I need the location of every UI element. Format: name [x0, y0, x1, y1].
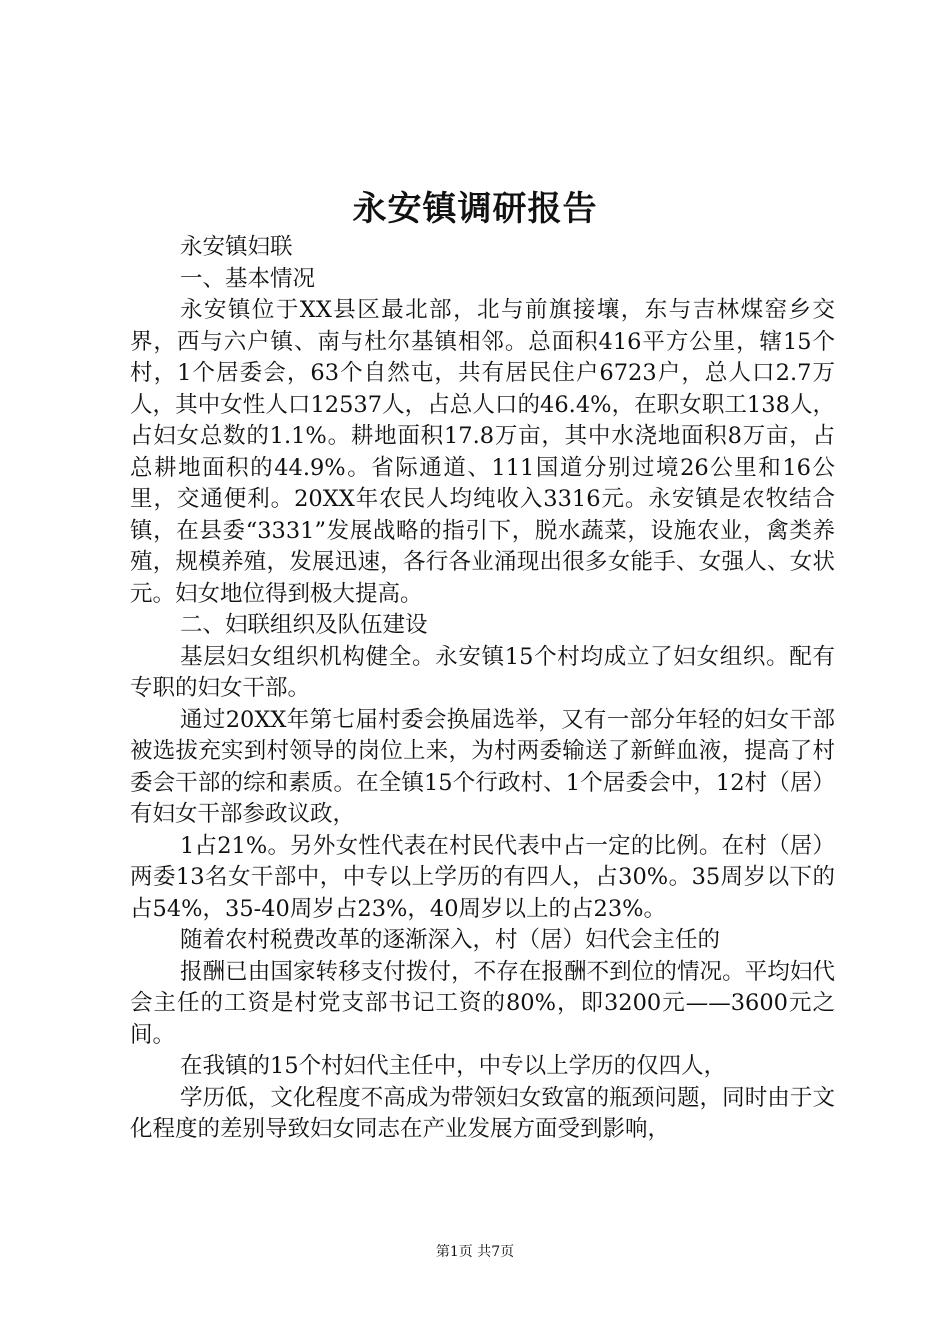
paragraph-salary: 报酬已由国家转移支付拨付，不存在报酬不到位的情况。平均妇代会主任的工资是村党支部书记工资的80%，即3200元——3600元之间。 — [130, 958, 835, 1048]
paragraph-author: 永安镇妇联 — [180, 234, 293, 260]
paragraph-education-issues: 学历低，文化程度不高成为带领妇女致富的瓶颈问题，同时由于文化程度的差别导致妇女同志在产业发展方面受到影响， — [130, 1084, 835, 1142]
paragraph-basic-situation: 永安镇位于XX县区最北部，北与前旗接壤，东与吉林煤窑乡交界，西与六户镇、南与杜尔基镇相邻。总面积416平方公里，辖15个村，1个居委会，63个自然屯，共有居民住户6723户，总人口2.7万人，其中女性人口12537人，占总人口的46.4%，在职女职工138人，占妇女总数的1.1%。耕地面积17.8万亩，其中水浇地面积8万亩，占总耕地面积的44.9%。省际通道、111国道分别过境26公里和16公里，交通便利。20XX年农民人均纯收入3316元。永安镇是农牧结合镇，在县委“3331”发展战略的指引下，脱水蔬菜，设施农业，禽类养殖，规模养殖，发展迅速，各行各业涌现出很多女能手、女强人、女状元。妇女地位得到极大提高。 — [130, 297, 835, 607]
paragraph-organization: 基层妇女组织机构健全。永安镇15个村均成立了妇女组织。配有专职的妇女干部。 — [130, 643, 835, 701]
document-title: 永安镇调研报告 — [352, 189, 598, 229]
paragraph-statistics: 1占21%。另外女性代表在村民代表中占一定的比例。在村（居）两委13名女干部中，中专以上学历的有四人，占30%。35周岁以下的占54%，35-40周岁占23%，40周岁以上的占23%。 — [130, 832, 835, 922]
page-footer: 第1页 共7页 — [435, 1244, 515, 1260]
paragraph-election: 通过20XX年第七届村委会换届选举，又有一部分年轻的妇女干部被选拔充实到村领导的岗位上来，为村两委输送了新鲜血液，提高了村委会干部的综和素质。在全镇15个行政村、1个居委会中，12村（居）有妇女干部参政议政， — [130, 706, 835, 827]
paragraph-tax-reform: 随着农村税费改革的逐渐深入，村（居）妇代会主任的 — [180, 927, 721, 953]
paragraph-education: 在我镇的15个村妇代主任中，中专以上学历的仅四人， — [180, 1053, 727, 1079]
heading-organization: 二、妇联组织及队伍建设 — [180, 612, 428, 638]
heading-basic-situation: 一、基本情况 — [180, 265, 316, 292]
document-body — [130, 232, 835, 1146]
